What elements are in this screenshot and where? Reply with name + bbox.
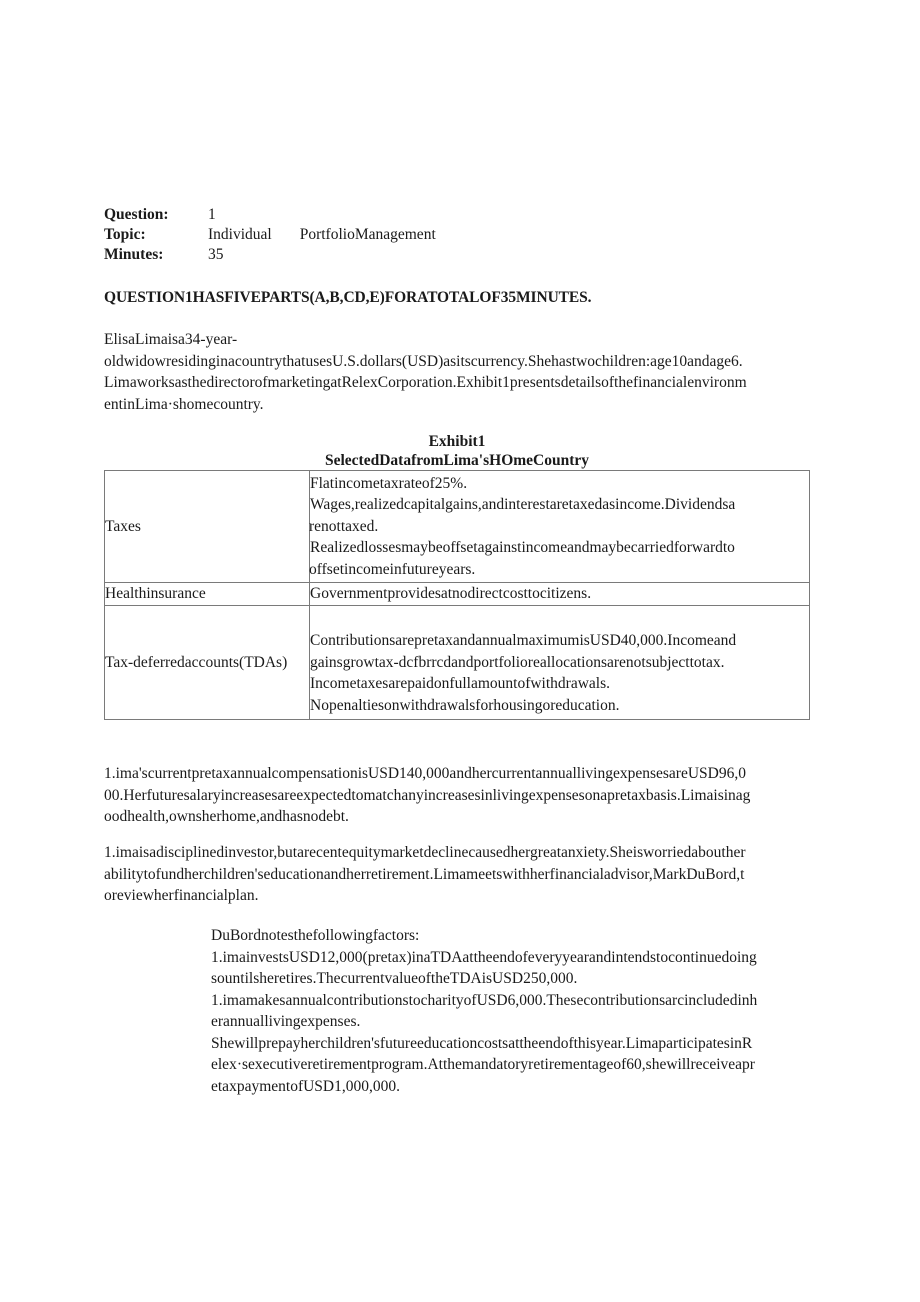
paragraph-line: oodhealth,ownsherhome,andhasnodebt.	[104, 808, 349, 825]
description-line: Incometaxesarepaidonfullamountofwithdrawals.	[310, 675, 610, 692]
exhibit-table	[104, 470, 810, 720]
description-line: offsetincomeinfutureyears.	[309, 560, 476, 578]
paragraph-line: 00.Herfuturesalaryincreasesareexpectedtomatchanyincreasesinlivingexpensesonapretaxbasis.Limaisinag	[104, 786, 751, 804]
description-line: gainsgrowtax-dcfbrrcdandportfolioreallocationsarenotsubjecttotax.	[310, 653, 725, 671]
intro-line: LimaworksasthedirectorofmarketingatRelexCorporation.Exhibit1presentsdetailsofthefinancialenvironm	[104, 374, 747, 391]
factor-line: 1.imainvestsUSD12,000(pretax)inaTDAattheendofeveryyearandintendstocontinuedoing	[211, 948, 757, 966]
paragraph-line: 1.imaisadisciplinedinvestor,butarecentequitymarketdeclinecausedhergreatanxiety.Sheisworriedabouther	[104, 844, 746, 861]
table-row-taxes	[105, 471, 810, 583]
table-row-tax-deferred-accounts	[105, 605, 810, 719]
row-description	[310, 471, 810, 583]
exhibit-title: Exhibit1	[428, 433, 486, 450]
factors-intro: DuBordnotesthefollowingfactors:	[211, 927, 420, 944]
topic-row	[104, 225, 436, 245]
topic-value-2: PortfolioManagement	[299, 226, 436, 243]
question-value: 1	[208, 206, 216, 223]
factor-line: etaxpaymentofUSD1,000,000.	[211, 1077, 400, 1095]
description-line: Governmentprovidesatnodirectcosttocitizens.	[310, 585, 592, 602]
description-line: Nopenaltiesonwithdrawalsforhousingoreducation.	[310, 696, 620, 714]
minutes-label: Minutes:	[104, 246, 164, 263]
factor-line: 1.imamakesannualcontributionstocharityofUSD6,000.Thesecontributionsarcincludedinh	[211, 991, 758, 1009]
description-line: Wages,realizedcapitalgains,andinterestaretaxedasincome.Dividendsa	[310, 496, 736, 514]
minutes-value: 35	[208, 246, 224, 263]
intro-line: ElisaLimaisa34-year-	[104, 331, 238, 348]
question-heading: QUESTION1HASFIVEPARTS(A,B,CD,E)FORATOTALOF35MINUTES.	[104, 289, 592, 306]
question-row	[104, 205, 436, 225]
row-label: Healthinsurance	[105, 583, 310, 606]
paragraph-line: abilitytofundherchildren'seducationandherretirement.Limameetswithherfinancialadvisor,MarkDuBord,t	[104, 865, 745, 883]
row-description	[310, 583, 810, 606]
factor-line: erannuallivingexpenses.	[211, 1013, 361, 1030]
row-description	[310, 605, 810, 719]
description-line: renottaxed.	[309, 517, 379, 535]
factor-line: sountilsheretires.ThecurrentvalueoftheTDAisUSD250,000.	[211, 970, 578, 987]
factor-line: elex·sexecutiveretirementprogram.Atthemandatoryretirementageof60,shewillreceiveapr	[211, 1056, 755, 1073]
factor-line: Shewillprepayherchildren'sfutureeducationcostsattheendofthisyear.LimaparticipatesinR	[211, 1034, 753, 1052]
compensation-paragraph	[104, 763, 812, 828]
paragraph-line: oreviewherfinancialplan.	[104, 887, 259, 904]
description-line: Realizedlossesmaybeoffsetagainstincomeandmaybecarriedforwardto	[310, 539, 735, 557]
row-label: Taxes	[105, 471, 310, 583]
row-label: Tax-deferredaccounts(TDAs)	[105, 605, 310, 719]
intro-line: oldwidowresidinginacountrythatusesU.S.dollars(USD)asitscurrency.Shehastwochildren:age10andage6.	[104, 352, 743, 370]
topic-value-1: Individual	[208, 226, 272, 243]
question-label: Question:	[104, 206, 169, 223]
investor-paragraph	[104, 842, 812, 907]
description-line: Flatincometaxrateof25%.	[310, 474, 468, 492]
exhibit-subtitle: SelectedDatafromLima'sHOmeCountry	[324, 452, 590, 469]
topic-label: Topic:	[104, 226, 146, 243]
paragraph-line: 1.ima'scurrentpretaxannualcompensationisUSD140,000andhercurrentannuallivingexpensesareUSD96,0	[104, 765, 746, 782]
question-meta	[104, 205, 436, 265]
description-line: ContributionsarepretaxandannualmaximumisUSD40,000.Incomeand	[310, 632, 737, 649]
table-row-health-insurance	[105, 583, 810, 606]
minutes-row	[104, 245, 436, 265]
factors-section	[211, 925, 811, 1097]
intro-line: entinLima·shomecountry.	[104, 395, 264, 413]
intro-paragraph	[104, 329, 812, 415]
